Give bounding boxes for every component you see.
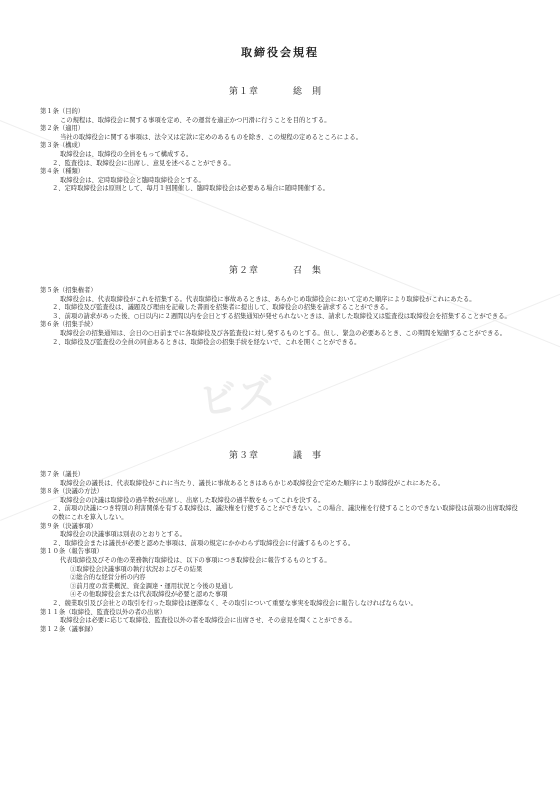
article-paragraph: 代表取締役及びその他の業務執行取締役は、以下の事項につき取締役会に報告するものとする。	[60, 556, 331, 564]
list-item: ③前月度の営業概況、資金調達・運用状況と今後の見通し	[70, 582, 234, 590]
article-heading: 第３条（構成）	[40, 142, 85, 150]
article-heading: 第５条（招集権者）	[40, 287, 97, 294]
article-heading: 第４条（種類）	[40, 168, 85, 176]
article-heading: 第６条（招集手続）	[40, 321, 97, 329]
article-paragraph: 取締役会の決議事項は別表のとおりとする。	[60, 531, 186, 539]
chapter-name: 議事	[293, 451, 332, 461]
article-paragraph: ３、前項の請求があった後、○日以内に２週間以内を会日とする招集通知が発せられないときは、請求した取締役又は監査役は取締役会を招集することができる。	[52, 312, 511, 320]
chapter-name: 召集	[293, 266, 332, 276]
article-paragraph: 当社の取締役会に関する事項は、法令又は定款に定めのあるものを除き、この規程の定めるところによる。	[60, 133, 362, 141]
chapter-heading	[0, 84, 560, 97]
article-paragraph: 取締役会の議長は、代表取締役がこれに当たり、議長に事故あるときはあらかじめ取締役会で定めた順序により取締役がこれにあたる。	[60, 479, 445, 487]
article-heading: 第７条（議長）	[40, 471, 85, 478]
article-heading: 第２条（適用）	[40, 125, 85, 133]
article-paragraph: ２、取締役会または議長が必要と認めた事項は、前項の規定にかかわらず取締役会に付議するものとする。	[52, 539, 355, 547]
article-paragraph: ２、監査役は、取締役会に出席し、意見を述べることができる。	[52, 159, 235, 167]
article-paragraph: ２、競業取引及び会社との取引を行った取締役は遅滞なく、その取引について重要な事実を取締役会に報告しなければならない。	[52, 599, 417, 607]
list-item: ①取締役会決議事項の執行状況およびその結果	[70, 565, 203, 573]
article-paragraph: ２、取締役及び監査役の全員の同意あるときは、取締役会の招集手続を経ないで、これを開くことができる。	[52, 338, 361, 346]
list-item: ④その他取締役会または代表取締役が必要と認めた事項	[70, 591, 228, 599]
article-paragraph: 取締役会は、取締役の全員をもって構成する。	[60, 150, 193, 158]
article-heading: 第１２条（議事録）	[40, 625, 97, 633]
chapter-body	[40, 287, 522, 347]
article-paragraph: ２、定時取締役会は原則として、毎月１回開催し、臨時取締役会は必要ある場合に随時開催する。	[52, 185, 329, 193]
article-paragraph: ２、前項の決議につき特別の利害関係を有する取締役は、議決権を行使することができない。この場合、議決権を行使することのできない取締役は前項の出席取締役の数にこれを算入しない。	[52, 505, 518, 521]
article-heading: 第１１条（取締役、監査役以外の者の出席）	[40, 608, 166, 616]
chapter-body	[40, 471, 522, 634]
chapter-number: 第１章	[228, 87, 259, 97]
article-heading: 第８条（決議の方法）	[40, 488, 103, 496]
chapter-heading	[0, 448, 560, 461]
watermark-logo: ビズ	[196, 369, 278, 425]
article-paragraph: 取締役会は必要に応じて取締役、監査役以外の者を取締役会に出席させ、その意見を聞くことができる。	[60, 617, 356, 625]
article-heading: 第１０条（報告事項）	[40, 548, 103, 556]
article-paragraph: 取締役会の決議は取締役の過半数が出席し、出席した取締役の過半数をもってこれを決する。	[60, 496, 325, 504]
article-heading: 第１条（目的）	[40, 108, 85, 115]
article-paragraph: 取締役会の招集通知は、会日の○日前までに各取締役及び各監査役に対し発するものとする。但し、緊急の必要あるとき、この期間を短縮することができる。	[60, 329, 507, 337]
chapter-name: 総則	[293, 87, 332, 97]
chapter-heading	[0, 263, 560, 276]
document-title: 取締役会規程	[241, 46, 319, 59]
article-paragraph: 取締役会は、代表取締役がこれを招集する。代表取締役に事故あるときは、あらかじめ取締役会において定めた順序により取締役がこれにあたる。	[60, 295, 476, 303]
chapter-number: 第２章	[228, 266, 259, 276]
article-paragraph: この規程は、取締役会に関する事項を定め、その運営を適正かつ円滑に行うことを目的とする。	[60, 116, 331, 124]
chapter-body	[40, 108, 522, 194]
article-paragraph: ２、取締役及び監査役は、議題及び理由を記載した書面を招集者に提出して、取締役会の招集を請求することができる。	[52, 304, 392, 312]
article-paragraph: 取締役会は、定時取締役会と臨時取締役会とする。	[60, 176, 205, 184]
article-heading: 第９条（決議事項）	[40, 522, 97, 530]
chapter-number: 第３章	[228, 451, 259, 461]
list-item: ②総合的な経営分析の内容	[70, 574, 146, 582]
